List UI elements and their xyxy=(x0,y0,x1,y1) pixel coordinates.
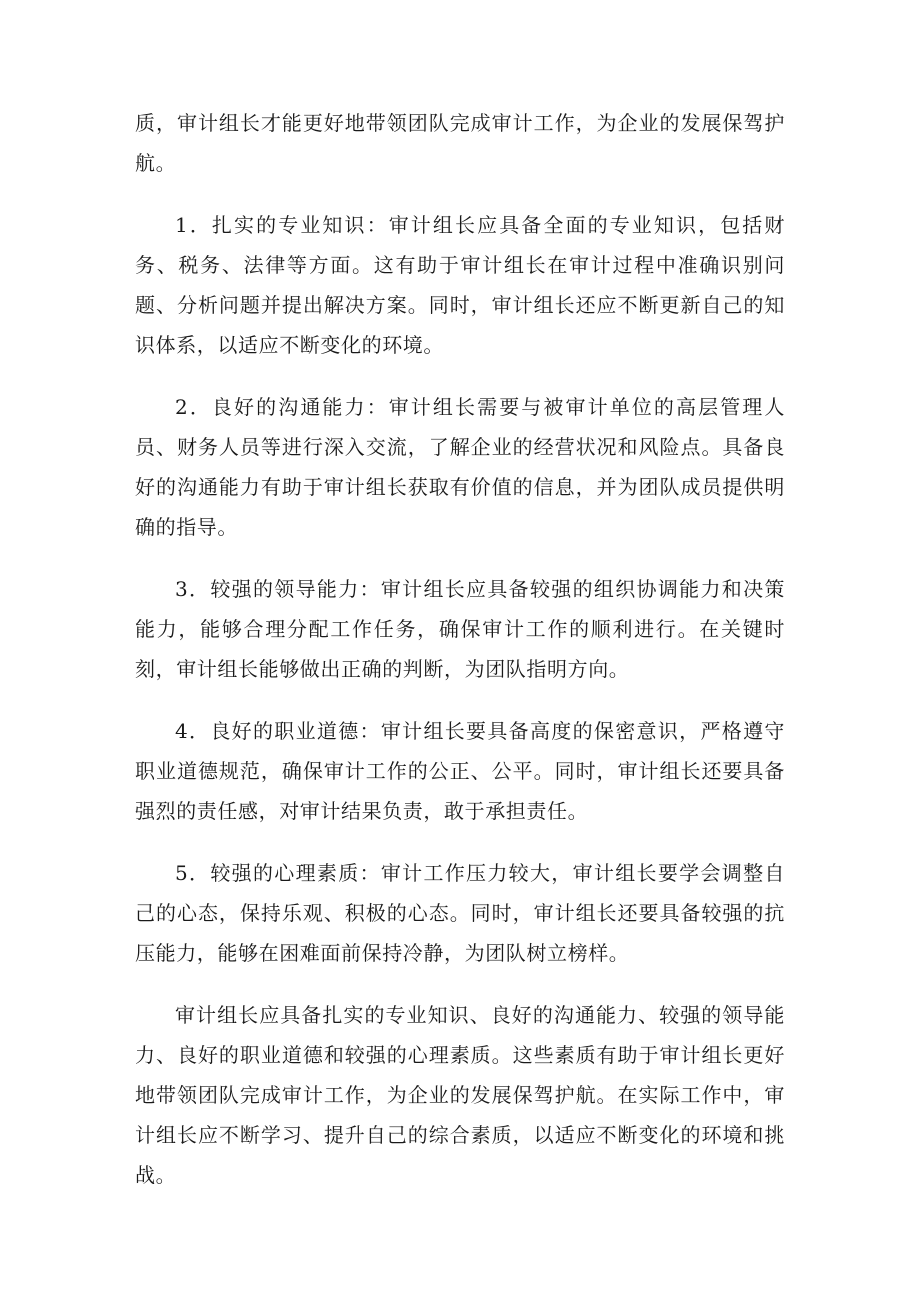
paragraph-summary: 审计组长应具备扎实的专业知识、良好的沟通能力、较强的领导能力、良好的职业道德和较强的心理素质。这些素质有助于审计组长更好地带领团队完成审计工作，为企业的发展保驾护航。在实际工作中，审计组长应不断学习、提升自己的综合素质，以适应不断变化的环境和挑战。 xyxy=(135,1003,785,1187)
paragraph-item-5: 5．较强的心理素质：审计工作压力较大，审计组长要学会调整自己的心态，保持乐观、积极的心态。同时，审计组长还要具备较强的抗压能力，能够在困难面前保持冷静，为团队树立榜样。 xyxy=(135,861,785,965)
paragraph-item-2: 2．良好的沟通能力：审计组长需要与被审计单位的高层管理人员、财务人员等进行深入交流，了解企业的经营状况和风险点。具备良好的沟通能力有助于审计组长获取有价值的信息，并为团队成员提供明确的指导。 xyxy=(135,395,785,539)
paragraph-item-3: 3．较强的领导能力：审计组长应具备较强的组织协调能力和决策能力，能够合理分配工作任务，确保审计工作的顺利进行。在关键时刻，审计组长能够做出正确的判断，为团队指明方向。 xyxy=(135,577,785,681)
paragraph-item-1: 1．扎实的专业知识：审计组长应具备全面的专业知识，包括财务、税务、法律等方面。这有助于审计组长在审计过程中准确识别问题、分析问题并提出解决方案。同时，审计组长还应不断更新自己的知识体系，以适应不断变化的环境。 xyxy=(135,213,785,357)
document-page xyxy=(135,103,785,1195)
paragraph-item-4: 4．良好的职业道德：审计组长要具备高度的保密意识，严格遵守职业道德规范，确保审计工作的公正、公平。同时，审计组长还要具备强烈的责任感，对审计结果负责，敢于承担责任。 xyxy=(135,719,785,823)
paragraph-intro-continuation: 质，审计组长才能更好地带领团队完成审计工作，为企业的发展保驾护航。 xyxy=(135,111,785,175)
